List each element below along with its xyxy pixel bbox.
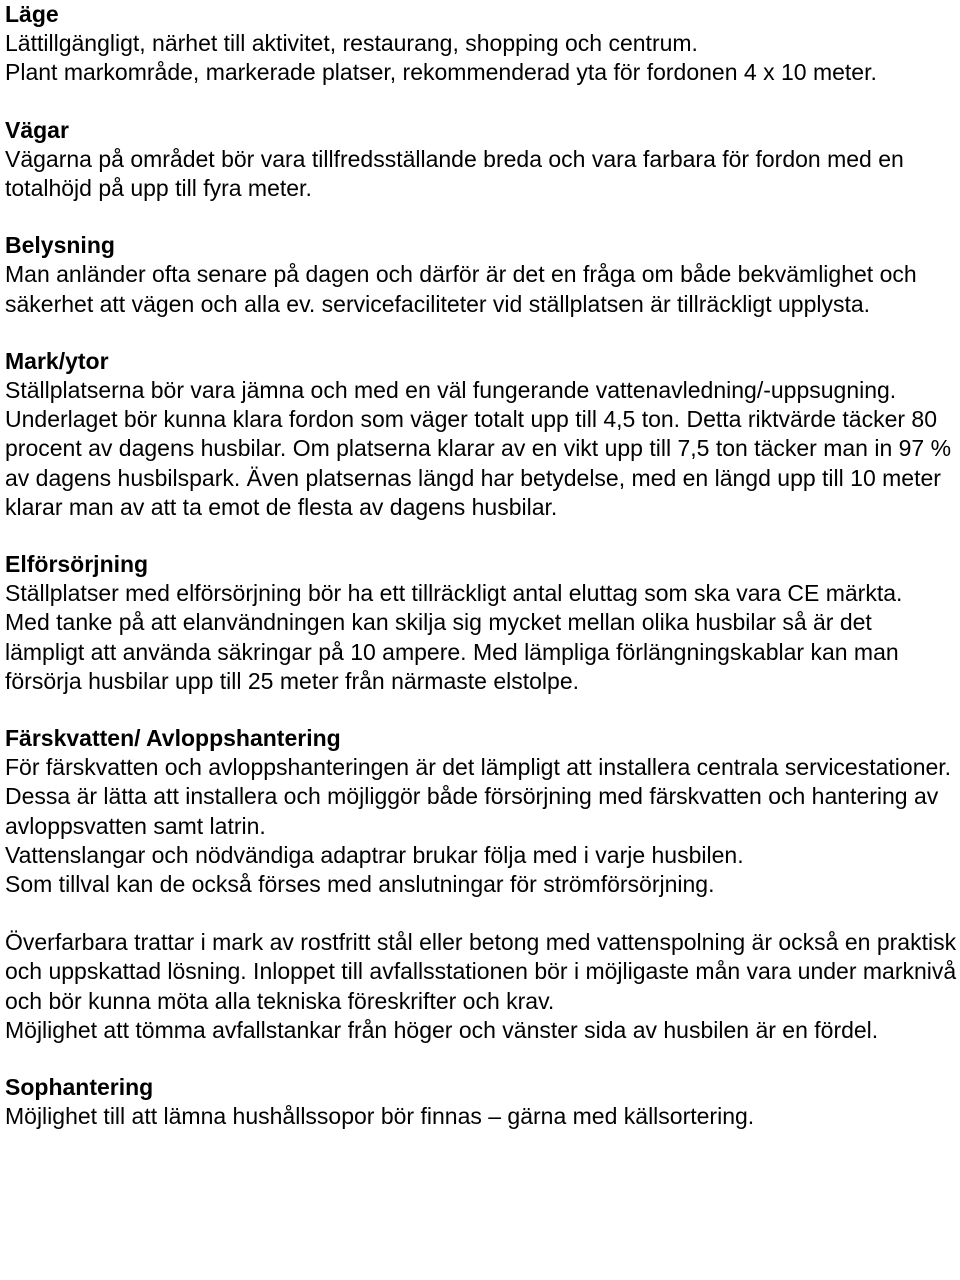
section-paragraph: För färskvatten och avloppshanteringen är det lämpligt att installera centrala servicestationer. Dessa är lätta att installera och möjliggör både försörjning med färskvatten och hantering av avloppsvatten samt latrin. [5,754,952,839]
section-heading: Elförsörjning [5,551,149,578]
section-paragraph: Överfarbara trattar i mark av rostfritt stål eller betong med vattenspolning är också en praktisk och uppskattad lösning. Inloppet till avfallsstationen bör i möjligaste mån vara under marknivå och bör kunna möta alla tekniska föreskrifter och krav. [5,929,957,1014]
section-lage [5,0,957,88]
section-heading: Belysning [5,232,115,259]
section-paragraph: Som tillval kan de också förses med anslutningar för strömförsörjning. [5,871,715,898]
section-paragraph: Man anländer ofta senare på dagen och därför är det en fråga om både bekvämlighet och säkerhet att vägen och alla ev. servicefaciliteter vid ställplatsen är tillräckligt upplysta. [5,261,917,317]
section-mark-ytor [5,347,957,522]
section-paragraph: Möjlighet att tömma avfallstankar från höger och vänster sida av husbilen är en fördel. [5,1016,879,1043]
section-elforsorjning [5,550,957,696]
section-farskvatten-avlopp [5,724,957,1045]
section-sophantering [5,1073,957,1131]
section-paragraph: Ställplatser med elförsörjning bör ha ett tillräckligt antal eluttag som ska vara CE märkta. [5,580,903,607]
section-heading: Vägar [5,116,69,143]
section-paragraph: Lättillgängligt, närhet till aktivitet, restaurang, shopping och centrum. [5,30,698,57]
section-heading: Sophantering [5,1074,154,1101]
document-page [5,0,957,1132]
section-paragraph: Möjlighet till att lämna hushållssopor bör finnas – gärna med källsortering. [5,1103,755,1130]
section-heading: Läge [5,1,59,27]
section-paragraph: Vattenslangar och nödvändiga adaptrar brukar följa med i varje husbilen. [5,841,744,868]
section-heading: Färskvatten/ Avloppshantering [5,725,341,752]
section-belysning [5,231,957,319]
section-paragraph: Plant markområde, markerade platser, rekommenderad yta för fordonen 4 x 10 meter. [5,59,877,86]
section-heading: Mark/ytor [5,347,109,374]
section-vagar [5,116,957,204]
section-paragraph: Med tanke på att elanvändningen kan skilja sig mycket mellan olika husbilar så är det lämpligt att använda säkringar på 10 ampere. Med lämpliga förlängningskablar kan man försörja husbilar upp till 25 meter från närmaste elstolpe. [5,609,899,694]
section-paragraph: Vägarna på området bör vara tillfredsställande breda och vara farbara för fordon med en totalhöjd på upp till fyra meter. [5,145,904,202]
section-paragraph: Ställplatserna bör vara jämna och med en väl fungerande vattenavledning/-uppsugning. Underlaget bör kunna klara fordon som väger totalt upp till 4,5 ton. Detta riktvärde täcker 80 procent av dagens husbilar. Om platserna klarar av en vikt upp till 7,5 ton täcker man in 97 % av dagens husbilspark. Även platsernas längd har betydelse, med en längd upp till 10 meter klarar man av att ta emot de flesta av dagens husbilar. [5,377,952,520]
